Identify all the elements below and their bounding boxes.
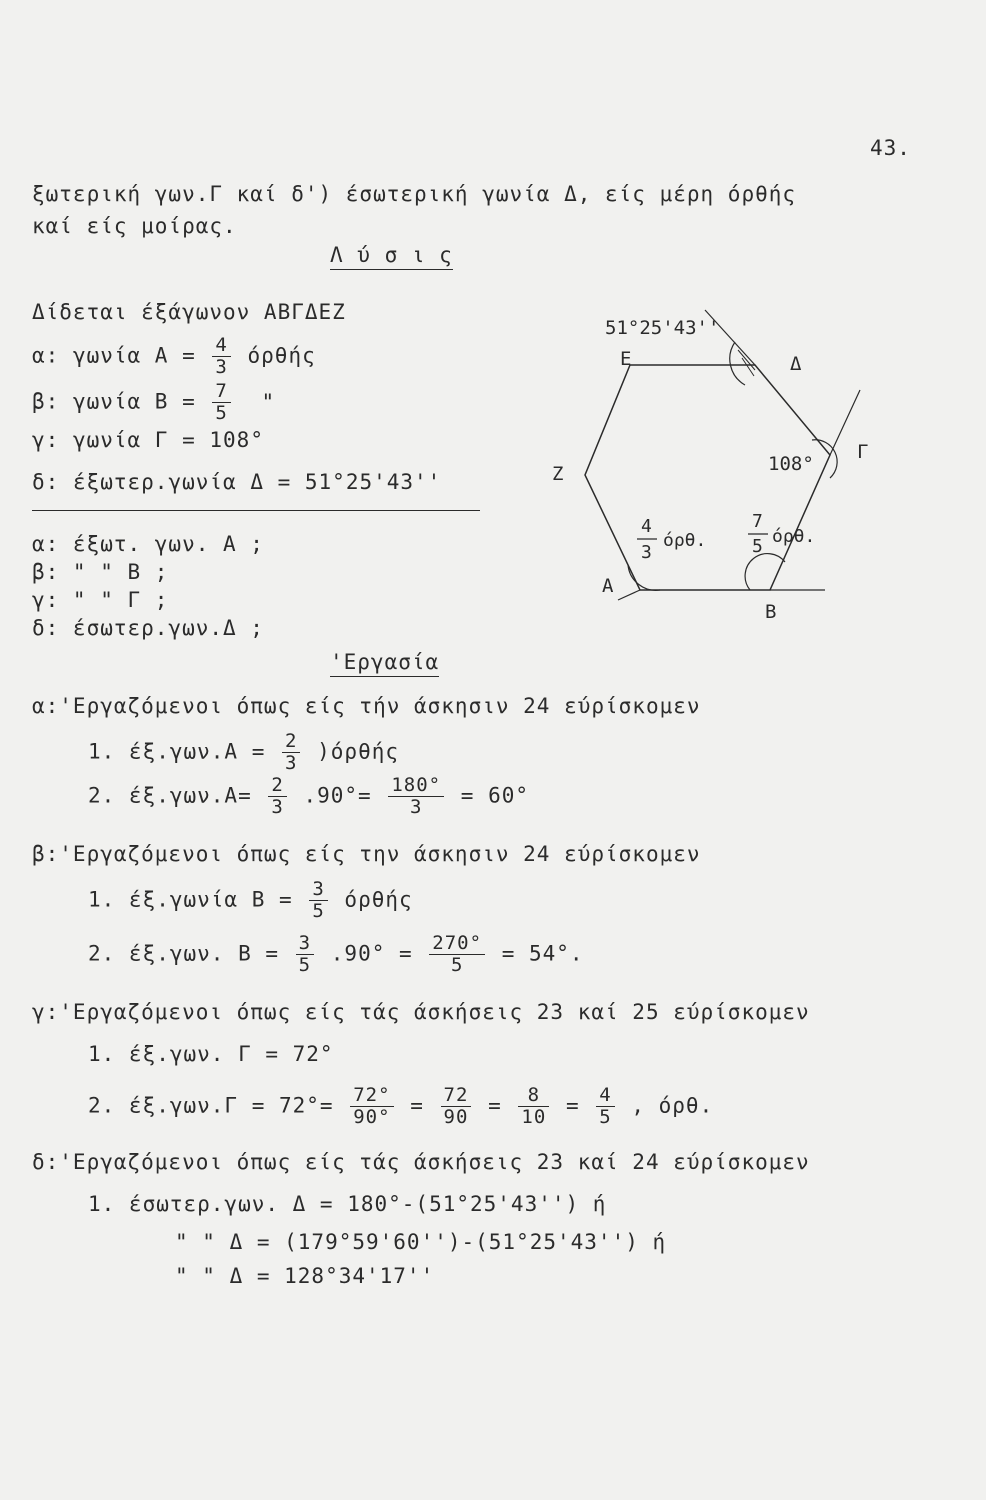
part-d-intro: δ:'Εργαζόμενοι όπως είς τάς άσκήσεις 23 καί 24 εύρίσκομεν	[32, 1150, 810, 1174]
angle-A-unit: όρθ.	[663, 530, 707, 551]
part-a-step-1-num: 2	[282, 732, 300, 753]
given-a	[32, 336, 316, 377]
part-c-fraction-4	[596, 1086, 614, 1127]
given-intro: Δίδεται έξάγωνον ΑΒΓΔΕΖ	[32, 300, 346, 324]
vertex-label-D: Δ	[790, 353, 802, 375]
given-b-unit: "	[261, 389, 276, 414]
vertex-label-Z: Ζ	[552, 463, 564, 485]
unknown-b: β: " " Β ;	[32, 560, 169, 584]
given-b-text: γωνία Β =	[72, 389, 196, 414]
given-a-text: γωνία Α =	[72, 343, 196, 368]
unknown-c: γ: " " Γ ;	[32, 588, 169, 612]
given-b-fraction	[212, 382, 230, 423]
given-b-label: β:	[32, 389, 60, 414]
intro-line-1: ξωτερική γων.Γ καί δ') έσωτερική γωνία Δ, είς μέρη όρθής	[32, 182, 797, 206]
part-a-step-1	[88, 732, 399, 773]
given-a-label: α:	[32, 343, 60, 368]
given-c-label: γ:	[32, 428, 60, 452]
extension-line-DG	[830, 390, 860, 455]
part-a-step-2-den-2: 3	[410, 796, 423, 818]
part-a-intro: α:'Εργαζόμενοι όπως είς τήν άσκησιν 24 εύρίσκομεν	[32, 694, 701, 718]
hexagon-outline	[585, 365, 830, 590]
angle-arc-D	[730, 342, 745, 385]
part-c-f3-den: 10	[521, 1106, 547, 1128]
part-c-step-1: 1. έξ.γων. Γ = 72°	[88, 1042, 334, 1066]
angle-label-top: 51°25'43''	[605, 317, 720, 339]
part-b-step-2-num-1: 3	[296, 934, 314, 955]
vertex-label-B: Β	[765, 601, 777, 623]
part-c-f3-num: 8	[518, 1086, 549, 1107]
part-b-step-2-prefix: 2. έξ.γων. Β =	[88, 941, 280, 966]
angle-label-G: 108°	[768, 453, 814, 475]
given-a-numerator: 4	[212, 336, 230, 357]
given-c-text: γωνία Γ = 108°	[72, 428, 264, 452]
part-c-fraction-2	[441, 1086, 472, 1127]
part-a-step-2-den-1: 3	[271, 796, 284, 818]
part-c-f1-den: 90°	[353, 1106, 391, 1128]
part-a-step-1-unit: )όρθής	[317, 739, 399, 764]
part-a-step-2-prefix: 2. έξ.γων.Α=	[88, 783, 252, 808]
part-b-step-2-mid: .90° =	[330, 941, 413, 966]
part-c-f4-den: 5	[599, 1106, 612, 1128]
divider-line	[32, 510, 480, 511]
intro-line-2: καί είς μοίρας.	[32, 214, 237, 238]
given-a-denominator: 3	[215, 356, 228, 378]
part-c-fraction-3	[518, 1086, 549, 1127]
angle-arc-A	[628, 565, 660, 590]
unknown-a: α: έξωτ. γων. Α ;	[32, 532, 264, 556]
part-b-step-2-fraction-2	[429, 934, 485, 975]
part-c-step-2	[88, 1086, 713, 1127]
part-d-step-3: " " Δ = 128°34'17''	[175, 1264, 435, 1288]
given-d	[32, 470, 441, 494]
part-a-step-2-end: = 60°	[460, 783, 529, 808]
unknown-d: δ: έσωτερ.γων.Δ ;	[32, 616, 264, 640]
vertex-label-E: Ε	[620, 348, 632, 370]
vertex-label-A: Α	[602, 575, 614, 597]
part-a-step-1-fraction	[282, 732, 300, 773]
part-a-step-2	[88, 776, 529, 817]
part-b-step-1	[88, 880, 413, 921]
part-a-step-2-fraction-2	[388, 776, 444, 817]
part-b-step-2-num-2: 270°	[429, 934, 485, 955]
part-c-eq-2: =	[488, 1093, 502, 1118]
part-c-eq-3: =	[565, 1093, 580, 1118]
solution-heading: Λ ύ σ ι ς	[330, 243, 453, 270]
given-b-numerator: 7	[212, 382, 230, 403]
part-a-step-1-den: 3	[285, 752, 298, 774]
part-b-step-1-prefix: 1. έξ.γωνία Β =	[88, 887, 293, 912]
angle-B-numerator: 7	[752, 511, 763, 532]
part-b-step-2-fraction-1	[296, 934, 314, 975]
part-b-step-1-num: 3	[309, 880, 327, 901]
given-a-unit: όρθής	[247, 343, 316, 368]
angle-A-denominator: 3	[641, 542, 652, 563]
part-c-eq-1: =	[410, 1093, 424, 1118]
part-c-f2-num: 72	[441, 1086, 472, 1107]
part-b-intro: β:'Εργαζόμενοι όπως είς την άσκησιν 24 εύρίσκομεν	[32, 842, 701, 866]
given-b-denominator: 5	[215, 402, 228, 424]
part-c-fraction-1	[350, 1086, 393, 1127]
part-a-step-2-num-2: 180°	[388, 776, 444, 797]
angle-arc-B	[745, 554, 785, 590]
part-a-step-1-prefix: 1. έξ.γων.Α =	[88, 739, 266, 764]
work-heading: 'Εργασία	[330, 650, 439, 677]
angle-arc-G	[812, 440, 837, 478]
angle-B-unit: όρθ.	[772, 526, 816, 547]
part-b-step-1-unit: όρθής	[344, 887, 413, 912]
part-d-step-2: " " Δ = (179°59'60'')-(51°25'43'') ή	[175, 1230, 667, 1254]
part-c-f1-num: 72°	[350, 1086, 393, 1107]
part-b-step-2-den-1: 5	[298, 954, 312, 976]
page-number: 43.	[870, 136, 911, 160]
part-b-step-1-den: 5	[312, 900, 325, 922]
part-b-step-2	[88, 934, 584, 975]
part-a-step-2-fraction-1	[268, 776, 286, 817]
angle-A-numerator: 4	[641, 516, 652, 537]
angle-B-denominator: 5	[752, 536, 763, 557]
part-c-intro: γ:'Εργαζόμενοι όπως είς τάς άσκήσεις 23 καί 25 εύρίσκομεν	[32, 1000, 810, 1024]
part-b-step-2-end: = 54°.	[501, 941, 584, 966]
part-b-step-1-fraction	[309, 880, 327, 921]
part-a-step-2-num-1: 2	[268, 776, 286, 797]
given-c	[32, 428, 264, 452]
part-a-step-2-mid: .90°=	[303, 783, 372, 808]
given-b	[32, 382, 275, 423]
vertex-label-G: Γ	[857, 441, 869, 463]
given-a-fraction	[212, 336, 230, 377]
given-d-text: έξωτερ.γωνία Δ = 51°25'43''	[72, 470, 442, 494]
part-c-step-2-end: , όρθ.	[631, 1093, 714, 1118]
part-d-step-1: 1. έσωτερ.γων. Δ = 180°-(51°25'43'') ή	[88, 1192, 607, 1216]
given-d-label: δ:	[32, 470, 60, 494]
part-c-step-2-prefix: 2. έξ.γων.Γ = 72°=	[88, 1093, 334, 1118]
extension-line-AZ	[618, 590, 640, 600]
part-c-f2-den: 90	[443, 1106, 469, 1128]
part-c-f4-num: 4	[596, 1086, 614, 1107]
hexagon-figure	[540, 300, 900, 640]
part-b-step-2-den-2: 5	[450, 954, 464, 976]
